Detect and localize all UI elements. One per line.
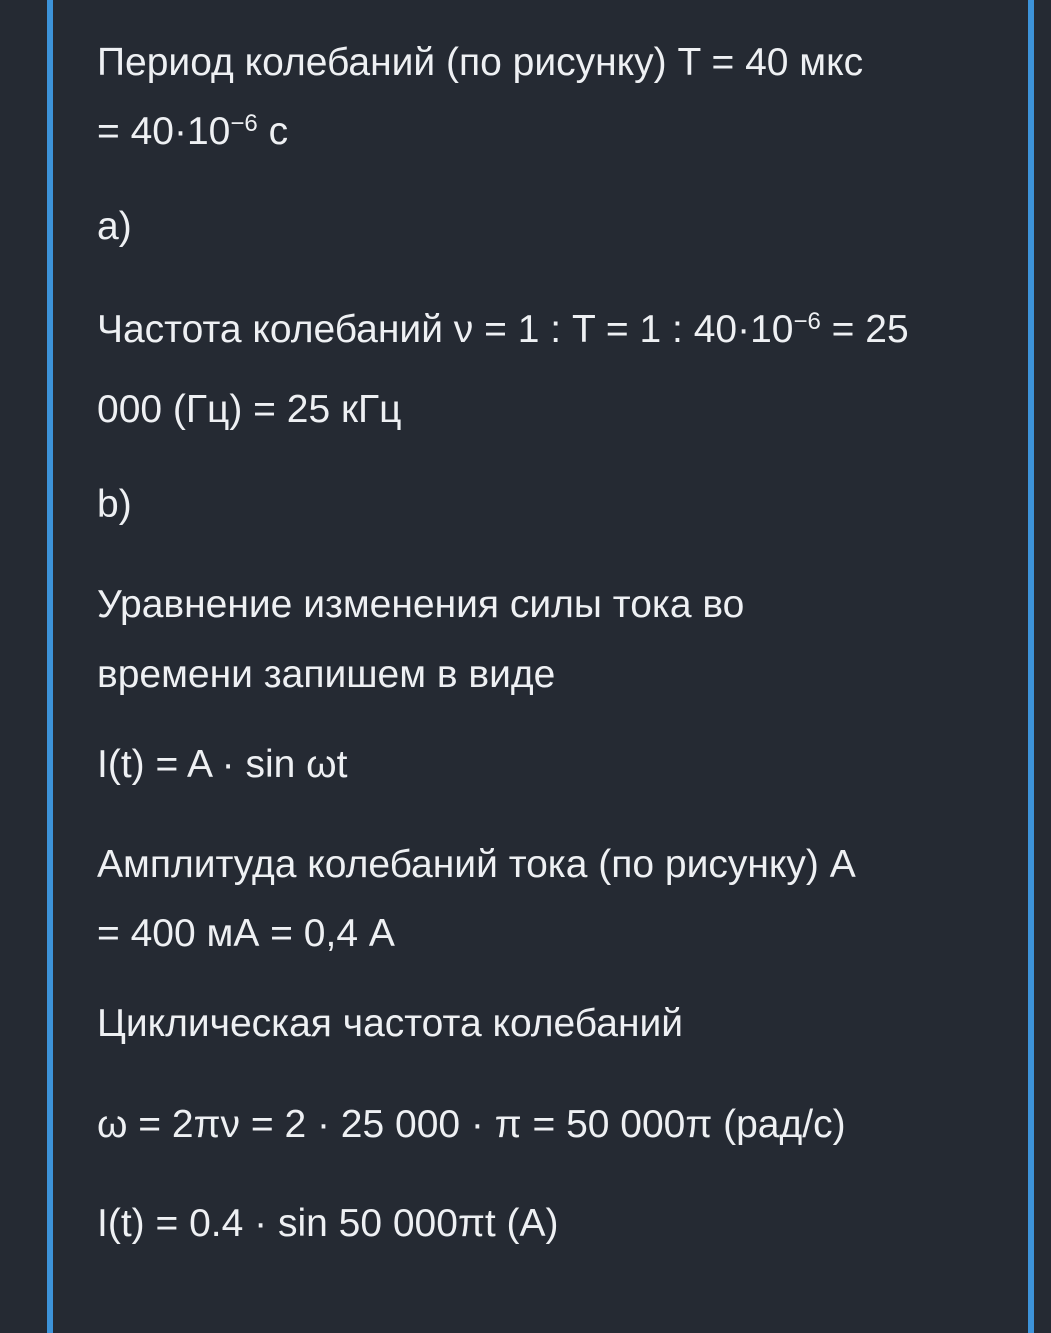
period-unit: с <box>257 110 289 153</box>
equation-intro-line-2: времени запишем в виде <box>97 653 556 696</box>
frequency-exponent: −6 <box>793 307 821 335</box>
frequency-line-2: 000 (Гц) = 25 кГц <box>97 388 402 431</box>
amplitude-line-1: Амплитуда колебаний тока (по рисунку) A <box>97 843 856 886</box>
amplitude-line-2: = 400 мА = 0,4 A <box>97 912 395 955</box>
frequency-expression: Частота колебаний ν = 1 : T = 1 : 40·10 <box>97 308 794 351</box>
label-b: b) <box>97 483 132 526</box>
frequency-result: = 25 <box>820 308 909 351</box>
general-equation: I(t) = A · sin ωt <box>97 743 348 786</box>
right-border <box>1028 0 1034 1333</box>
period-value: = 40·10 <box>97 110 231 153</box>
left-border <box>47 0 53 1333</box>
answer-content <box>97 0 997 1333</box>
final-equation: I(t) = 0.4 · sin 50 000πt (A) <box>97 1202 559 1245</box>
period-line-2 <box>97 108 288 156</box>
equation-intro-line-1: Уравнение изменения силы тока во <box>97 583 745 626</box>
period-line-1: Период колебаний (по рисунку) T = 40 мкс <box>97 41 864 84</box>
period-exponent: −6 <box>230 109 258 137</box>
cyclic-frequency-label: Циклическая частота колебаний <box>97 1002 684 1045</box>
frequency-line-1 <box>97 306 909 354</box>
omega-equation: ω = 2πν = 2 · 25 000 · π = 50 000π (рад/с) <box>97 1103 846 1146</box>
label-a: a) <box>97 205 132 248</box>
